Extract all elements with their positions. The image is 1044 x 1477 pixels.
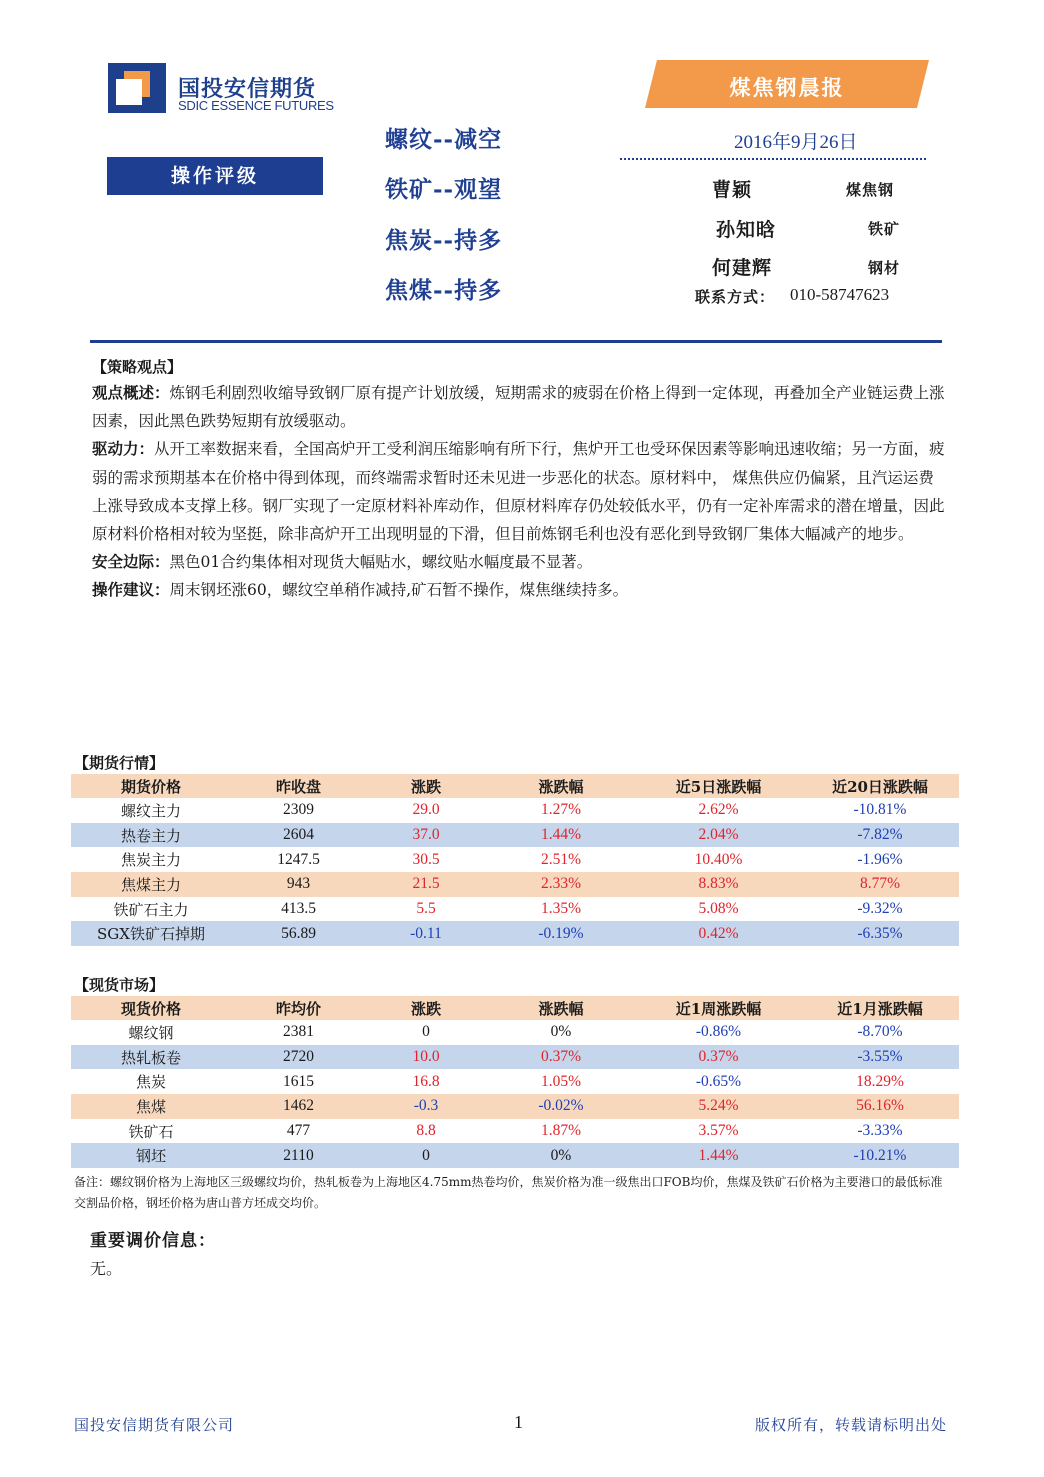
- safety-paragraph: [92, 548, 947, 576]
- report-date: 2016年9月26日: [734, 132, 858, 153]
- cell-pctw: 1.44%: [698, 1146, 739, 1164]
- table-row: [71, 897, 959, 922]
- table-footnote: 备注：螺纹钢价格为上海地区三级螺纹均价，热轧板卷为上海地区4.75mm热卷均价，焦炭价格为准一级焦出口FOB均价，焦煤及铁矿石价格为主要港口的最低标准交割品价格，钢坯价格为唐山普方坯成交均价。: [74, 1175, 943, 1210]
- cell-close: 413.5: [281, 900, 316, 918]
- footer-copyright: 版权所有，转载请标明出处: [755, 1416, 948, 1434]
- cell-pct20: -6.35%: [857, 924, 903, 942]
- cell-pctm: 56.16%: [856, 1097, 904, 1115]
- cell-name: 焦炭主力: [120, 851, 181, 870]
- futures-title: 【期货行情】: [74, 754, 165, 772]
- table-row: [71, 1143, 959, 1168]
- futures-table: [71, 774, 959, 946]
- table-row: [71, 1094, 959, 1119]
- cell-pct20: 8.77%: [859, 875, 901, 893]
- cell-pctm: -3.55%: [857, 1048, 903, 1066]
- cell-avg: 2381: [283, 1023, 314, 1041]
- analyst-field: 铁矿: [868, 220, 901, 238]
- cell-close: 1247.5: [277, 850, 320, 868]
- column-header: 昨均价: [275, 999, 321, 1018]
- cell-pct: -0.19%: [538, 924, 584, 942]
- table-row: [71, 1069, 959, 1094]
- overview-paragraph: [92, 379, 947, 435]
- report-title: 煤焦钢晨报: [729, 75, 845, 100]
- analyst-field: 钢材: [868, 259, 901, 277]
- table-row: [71, 823, 959, 848]
- page-number: 1: [514, 1412, 523, 1432]
- cell-pct5: 0.42%: [698, 924, 739, 942]
- cell-close: 943: [286, 875, 311, 893]
- safety-label: 安全边际：: [92, 552, 170, 572]
- company-name-en: SDIC ESSENCE FUTURES: [178, 98, 334, 113]
- column-header: 近20日涨跌幅: [832, 777, 928, 796]
- cell-close: 2309: [283, 801, 314, 819]
- cell-change: -0.11: [410, 924, 442, 942]
- cell-pct: 1.35%: [540, 900, 582, 918]
- rating-rebar: 螺纹--减空: [385, 126, 503, 153]
- table-row: [71, 921, 959, 946]
- dotted-divider: [620, 158, 926, 160]
- analyst-name: 孙知晗: [716, 219, 777, 241]
- column-header: 涨跌: [410, 777, 441, 796]
- spot-table: [71, 996, 959, 1168]
- overview-text: 炼钢毛利剧烈收缩导致钢厂原有提产计划放缓，短期需求的疲弱在价格上得到一定体现，再叠加全产业链运费上涨因素，因此黑色跌势短期有放缓驱动。: [92, 384, 945, 431]
- safety-text: 黑色01合约集体相对现货大幅贴水，螺纹贴水幅度最不显著。: [169, 553, 593, 572]
- analyst-field: 煤焦钢: [846, 181, 895, 199]
- spot-header-row: [71, 996, 959, 1020]
- company-name-cn: 国投安信期货: [178, 77, 317, 102]
- cell-pct: 2.51%: [540, 850, 582, 868]
- contact-phone: 010-58747623: [790, 285, 890, 304]
- cell-name: 铁矿石主力: [113, 900, 189, 919]
- cell-change: 10.0: [412, 1048, 440, 1066]
- cell-change: 16.8: [412, 1072, 440, 1090]
- driver-label: 驱动力：: [92, 439, 155, 459]
- cell-pct5: 8.83%: [698, 875, 739, 893]
- column-header: 现货价格: [120, 999, 181, 1018]
- cell-pct: 1.27%: [540, 801, 582, 819]
- cell-pct: 2.33%: [540, 875, 582, 893]
- rating-box-label: 操作评级: [107, 157, 323, 195]
- column-header: 涨跌幅: [538, 777, 584, 796]
- cell-change: 21.5: [412, 875, 440, 893]
- cell-name: 钢坯: [135, 1147, 166, 1166]
- cell-avg: 1462: [283, 1097, 314, 1115]
- column-header: 近1月涨跌幅: [837, 999, 923, 1018]
- strategy-title: 【策略观点】: [92, 358, 183, 376]
- cell-pct: 1.05%: [540, 1072, 582, 1090]
- cell-close: 2604: [283, 826, 314, 844]
- table-row: [71, 1020, 959, 1045]
- cell-pct5: 10.40%: [694, 850, 743, 868]
- cell-pct20: -1.96%: [857, 850, 903, 868]
- overview-label: 观点概述：: [92, 383, 170, 402]
- rating-iron-ore: 铁矿--观望: [385, 176, 503, 203]
- cell-pctm: -10.21%: [853, 1146, 907, 1164]
- cell-avg: 477: [286, 1122, 311, 1140]
- cell-change: 37.0: [412, 826, 440, 844]
- driver-paragraph: [92, 435, 947, 548]
- cell-pct: -0.02%: [538, 1097, 584, 1115]
- cell-pctm: -8.70%: [857, 1023, 903, 1041]
- header-divider: [90, 340, 942, 343]
- strategy-body: [92, 379, 947, 605]
- cell-pctm: -3.33%: [857, 1122, 903, 1140]
- cell-pct: 0.37%: [540, 1048, 582, 1066]
- cell-pct5: 5.08%: [698, 900, 739, 918]
- analyst-name: 何建辉: [712, 257, 773, 279]
- cell-pct: 1.44%: [540, 826, 582, 844]
- analyst-name: 曹颖: [712, 179, 753, 201]
- price-adjust-title: 重要调价信息：: [90, 1231, 216, 1251]
- futures-header-row: [71, 774, 959, 798]
- cell-pct20: -10.81%: [853, 801, 907, 819]
- cell-name: 热卷主力: [120, 826, 181, 845]
- cell-pct: 0%: [550, 1023, 572, 1041]
- column-header: 近5日涨跌幅: [675, 777, 762, 796]
- column-header: 涨跌幅: [538, 999, 584, 1018]
- cell-change: 8.8: [416, 1122, 436, 1140]
- cell-close: 56.89: [281, 924, 316, 942]
- spot-title: 【现货市场】: [74, 976, 165, 994]
- cell-change: 30.5: [412, 850, 440, 868]
- cell-name: 焦炭: [135, 1073, 166, 1092]
- advice-paragraph: [92, 576, 947, 604]
- table-row: [71, 1045, 959, 1070]
- company-logo-icon: [108, 63, 166, 113]
- table-row: [71, 798, 959, 823]
- cell-name: 铁矿石: [128, 1122, 174, 1141]
- cell-name: 焦煤主力: [120, 875, 181, 894]
- cell-avg: 1615: [283, 1072, 314, 1090]
- cell-name: 热轧板卷: [120, 1048, 181, 1067]
- driver-text: 从开工率数据来看，全国高炉开工受利润压缩影响有所下行，焦炉开工也受环保因素等影响迅速收缩；另一方面，疲弱的需求预期基本在价格中得到体现，而终端需求暂时还未见进一步恶化的状态。原材料中， 煤焦供应仍偏紧，且汽运运费上涨导致成本支撑上移。钢厂实现了一定原材料补库动作，但原材料库存仍处较低水平，仍有一定补库需求的潜在增量，因此原材料价格相对较为坚挺，除非高炉开工出现明显的下滑，但目前炼钢毛利也没有恶化到导致钢厂集体大幅减产的地步。: [92, 440, 945, 544]
- cell-pctw: 3.57%: [698, 1122, 739, 1140]
- column-header: 近1周涨跌幅: [675, 999, 762, 1018]
- advice-label: 操作建议：: [92, 580, 170, 600]
- cell-pct20: -9.32%: [857, 900, 903, 918]
- cell-pctm: 18.29%: [856, 1072, 904, 1090]
- table-row: [71, 872, 959, 897]
- cell-name: 螺纹主力: [120, 801, 181, 820]
- cell-pct: 1.87%: [540, 1122, 582, 1140]
- cell-pct5: 2.62%: [698, 801, 739, 819]
- price-adjust-body: 无。: [90, 1259, 123, 1278]
- cell-change: 0: [422, 1146, 430, 1164]
- table-row: [71, 1119, 959, 1144]
- column-header: 期货价格: [120, 777, 181, 796]
- cell-name: SGX铁矿石掉期: [97, 925, 205, 944]
- column-header: 昨收盘: [275, 777, 321, 796]
- rating-coke: 焦炭--持多: [385, 227, 503, 254]
- cell-pct: 0%: [550, 1146, 572, 1164]
- cell-pct5: 2.04%: [698, 826, 739, 844]
- cell-pctw: -0.86%: [695, 1023, 742, 1041]
- table-row: [71, 847, 959, 872]
- rating-coking-coal: 焦煤--持多: [385, 277, 503, 304]
- cell-avg: 2110: [283, 1146, 314, 1164]
- cell-change: 5.5: [416, 900, 436, 918]
- advice-text: 周末钢坯涨60，螺纹空单稍作减持,矿石暂不操作，煤焦继续持多。: [169, 581, 629, 600]
- cell-change: 29.0: [412, 801, 440, 819]
- cell-pctw: 0.37%: [698, 1048, 739, 1066]
- cell-name: 焦煤: [135, 1097, 166, 1116]
- cell-pct20: -7.82%: [857, 826, 903, 844]
- cell-change: -0.3: [413, 1097, 439, 1115]
- report-title-banner: [645, 60, 929, 108]
- footer-company: 国投安信期货有限公司: [74, 1416, 235, 1434]
- cell-pctw: 5.24%: [698, 1097, 739, 1115]
- cell-avg: 2720: [283, 1048, 314, 1066]
- cell-name: 螺纹钢: [128, 1023, 174, 1042]
- column-header: 涨跌: [410, 999, 441, 1018]
- contact-label: 联系方式：: [695, 288, 776, 306]
- cell-pctw: -0.65%: [695, 1072, 742, 1090]
- cell-change: 0: [422, 1023, 430, 1041]
